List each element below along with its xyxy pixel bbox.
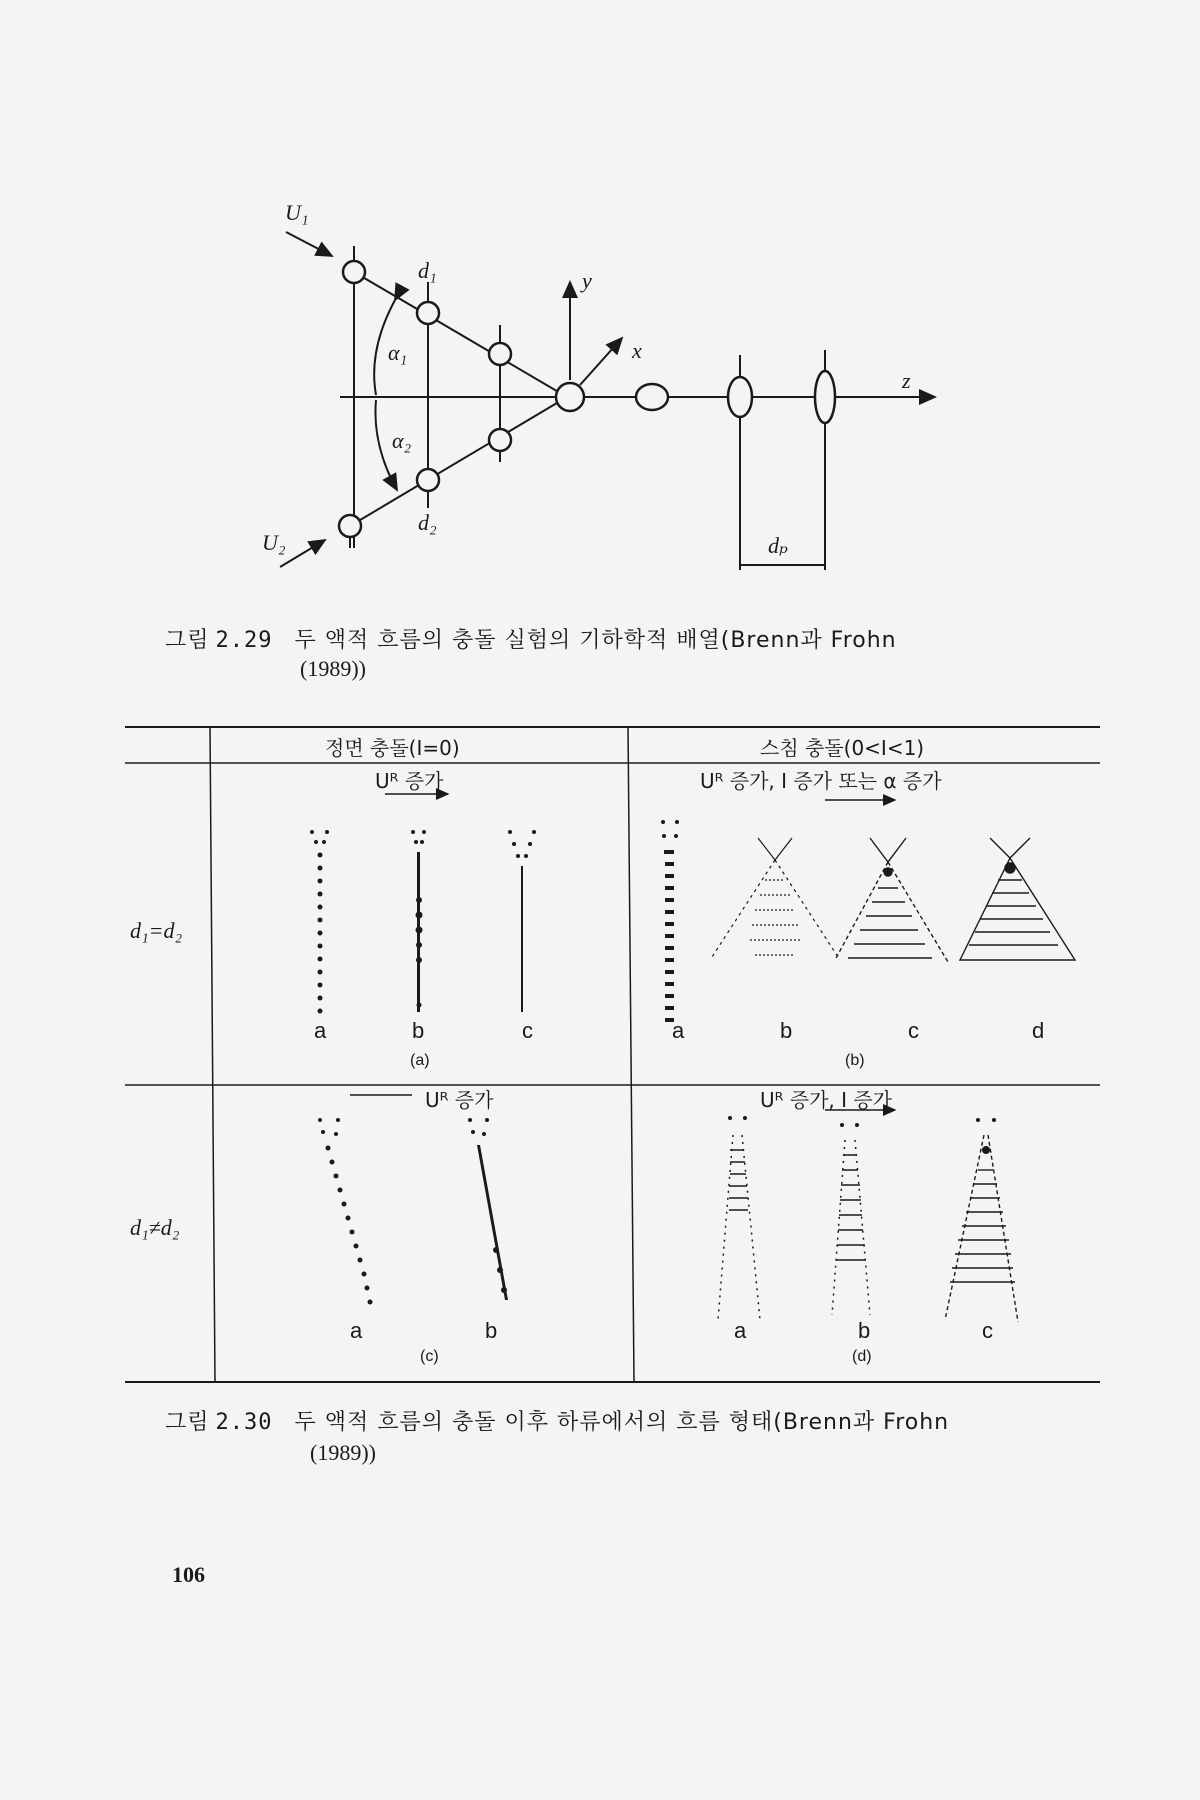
figure-2-30-caption-cont: (1989)): [310, 1440, 376, 1465]
caption-text: 두 액적 흐름의 충돌 실험의 기하학적 배열(Brenn과 Frohn: [294, 628, 897, 653]
page-number: 106: [172, 1562, 205, 1587]
panel-c-letter: b: [485, 1318, 498, 1343]
pattern-d-c: [945, 1118, 1018, 1322]
row1-grazing-subheader: Uᴿ 증가, I 증가 또는 α 증가: [700, 769, 942, 793]
pattern-a-a: [310, 830, 329, 1014]
panel-b-letter: a: [672, 1018, 685, 1043]
row2-grazing-subheader: Uᴿ 증가, I 증가: [760, 1088, 892, 1112]
panel-d-patterns: [718, 1116, 1018, 1322]
figure-2-30-caption: [165, 1405, 949, 1436]
y-axis-label: y: [582, 268, 592, 293]
panel-d-letter: b: [858, 1318, 871, 1343]
grazing-collision-header: 스침 충돌(0<I<1): [760, 736, 925, 760]
alpha1-label: α₁: [388, 340, 408, 365]
panel-a-letter: a: [314, 1018, 327, 1043]
row1-head-on-subheader: Uᴿ 증가: [375, 769, 444, 793]
caption-number: 2.29: [215, 628, 273, 653]
panel-b-letter: c: [908, 1018, 919, 1043]
alpha2-label: α₂: [392, 428, 412, 453]
panel-c-tag: (c): [420, 1348, 439, 1365]
caption-number: 2.30: [215, 1410, 273, 1435]
pattern-b-c: [835, 838, 948, 962]
pattern-d-b: [832, 1123, 870, 1315]
panel-c-patterns: [318, 1118, 508, 1305]
d1-label: d₁: [418, 258, 437, 283]
pattern-b-d: [960, 838, 1075, 960]
u2-label: U₂: [262, 530, 286, 555]
pattern-c-b: [468, 1118, 508, 1300]
caption-prefix: 그림: [165, 1410, 210, 1435]
u1-label: U₁: [285, 200, 309, 225]
pattern-a-c: [508, 830, 536, 1012]
z-axis-label: z: [902, 368, 911, 393]
head-on-collision-header: 정면 충돌(I=0): [325, 736, 460, 760]
caption-text: 두 액적 흐름의 충돌 이후 하류에서의 흐름 형태(Brenn과 Frohn: [294, 1410, 950, 1435]
panel-a-tag: (a): [410, 1052, 430, 1069]
dp-label: dₚ: [768, 533, 788, 558]
figure-2-29-caption-cont: (1989)): [300, 656, 366, 681]
caption-prefix: 그림: [165, 628, 210, 653]
panel-b-patterns: [661, 820, 1075, 1022]
panel-b-tag: (b): [845, 1052, 865, 1069]
pattern-c-a: [318, 1118, 373, 1305]
x-axis-label: x: [632, 338, 642, 363]
panel-c-letter: a: [350, 1318, 363, 1343]
panel-a-letter: c: [522, 1018, 533, 1043]
pattern-a-b: [411, 830, 426, 1012]
unequal-diameter-label: d₁≠d₂: [130, 1215, 180, 1240]
row2-head-on-subheader: Uᴿ 증가: [425, 1088, 494, 1112]
pattern-d-a: [718, 1116, 760, 1320]
d2-label: d₂: [418, 510, 437, 535]
panel-a-letter: b: [412, 1018, 425, 1043]
equal-diameter-label: d₁=d₂: [130, 918, 183, 943]
pattern-b-b: [710, 838, 840, 960]
panel-d-letter: a: [734, 1318, 747, 1343]
panel-a-patterns: [310, 830, 536, 1014]
panel-d-letter: c: [982, 1318, 993, 1343]
panel-b-letter: d: [1032, 1018, 1045, 1043]
panel-b-letter: b: [780, 1018, 793, 1043]
pattern-b-a: [661, 820, 679, 1022]
panel-d-tag: (d): [852, 1348, 872, 1365]
